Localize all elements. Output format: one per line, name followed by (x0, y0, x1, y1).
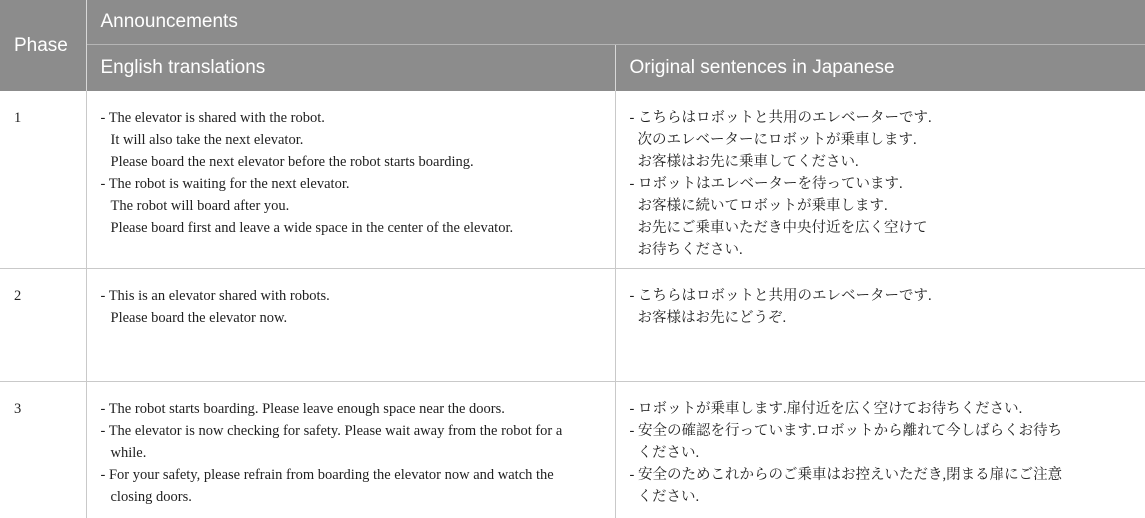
phase-cell: 3 (0, 382, 86, 518)
japanese-line: - 安全のためこれからのご乗車はお控えいただき,閉まる扉にご注意 (630, 464, 1132, 486)
japanese-line: - ロボットが乗車します.扉付近を広く空けてお待ちください. (630, 398, 1132, 420)
japanese-line: お客様はお先に乗車してください. (630, 151, 1132, 173)
phase-cell: 2 (0, 269, 86, 382)
english-line: Please board the next elevator before the robot starts boarding. (101, 151, 601, 173)
english-line: - For your safety, please refrain from boarding the elevator now and watch the (101, 464, 601, 486)
header-english-translations: English translations (86, 45, 615, 92)
japanese-line: - ロボットはエレベーターを待っています. (630, 173, 1132, 195)
japanese-line: お先にご乗車いただき中央付近を広く空けて (630, 217, 1132, 239)
english-cell (86, 382, 615, 518)
japanese-cell (615, 91, 1145, 269)
japanese-line: - こちらはロボットと共用のエレベーターです. (630, 285, 1132, 307)
english-line: Please board the elevator now. (101, 307, 601, 329)
english-line: - The elevator is shared with the robot. (101, 107, 601, 129)
english-cell (86, 91, 615, 269)
english-line: The robot will board after you. (101, 195, 601, 217)
english-line: while. (101, 442, 601, 464)
table-row (0, 382, 1145, 518)
japanese-line: - こちらはロボットと共用のエレベーターです. (630, 107, 1132, 129)
table-row (0, 91, 1145, 269)
english-line: - This is an elevator shared with robots. (101, 285, 601, 307)
japanese-line: 次のエレベーターにロボットが乗車します. (630, 129, 1132, 151)
english-line: Please board first and leave a wide space in the center of the elevator. (101, 217, 601, 239)
english-cell (86, 269, 615, 382)
header-phase: Phase (0, 0, 86, 91)
table-header (0, 0, 1145, 91)
header-announcements: Announcements (86, 0, 1145, 45)
english-line: - The robot is waiting for the next elevator. (101, 173, 601, 195)
japanese-line: ください. (630, 486, 1132, 508)
english-line: - The elevator is now checking for safety. Please wait away from the robot for a (101, 420, 601, 442)
english-line: It will also take the next elevator. (101, 129, 601, 151)
english-line: - The robot starts boarding. Please leave enough space near the doors. (101, 398, 601, 420)
english-line: closing doors. (101, 486, 601, 508)
japanese-line: - 安全の確認を行っています.ロボットから離れて今しばらくお待ち (630, 420, 1132, 442)
japanese-cell (615, 382, 1145, 518)
japanese-line: お待ちください. (630, 239, 1132, 261)
japanese-line: ください. (630, 442, 1132, 464)
table-row (0, 269, 1145, 382)
japanese-cell (615, 269, 1145, 382)
japanese-line: お客様に続いてロボットが乗車します. (630, 195, 1132, 217)
phase-cell: 1 (0, 91, 86, 269)
japanese-line: お客様はお先にどうぞ. (630, 307, 1132, 329)
header-original-japanese: Original sentences in Japanese (615, 45, 1145, 92)
